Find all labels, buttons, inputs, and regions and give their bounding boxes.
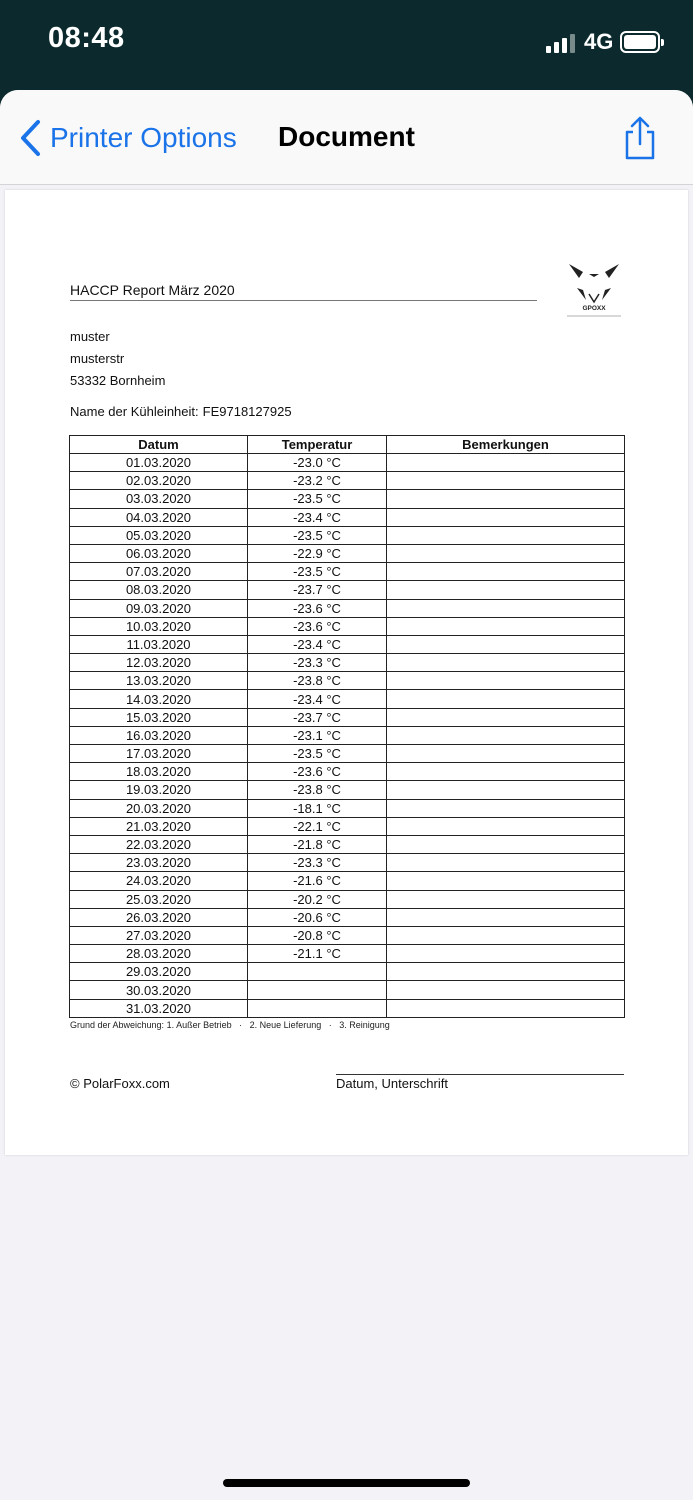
cell-temperature: -23.1 °C [248,726,387,744]
report-title: HACCP Report März 2020 [70,282,235,298]
table-header-row [70,436,625,454]
cell-temperature: -23.4 °C [248,690,387,708]
cell-remarks [387,472,625,490]
cell-remarks [387,690,625,708]
fox-logo-icon [561,260,627,322]
company-logo [561,260,627,322]
cell-remarks [387,945,625,963]
cell-date: 14.03.2020 [70,690,248,708]
cell-date: 28.03.2020 [70,945,248,963]
cell-remarks [387,635,625,653]
cell-temperature: -23.8 °C [248,672,387,690]
cell-remarks [387,908,625,926]
chevron-left-icon [18,119,44,157]
table-row [70,544,625,562]
cell-remarks [387,763,625,781]
cell-date: 06.03.2020 [70,544,248,562]
table-row [70,817,625,835]
cell-date: 29.03.2020 [70,963,248,981]
table-row [70,835,625,853]
table-body [70,454,625,1018]
cell-remarks [387,544,625,562]
cell-date: 27.03.2020 [70,926,248,944]
cell-temperature: -23.5 °C [248,490,387,508]
cell-remarks [387,617,625,635]
cell-date: 12.03.2020 [70,654,248,672]
cell-remarks [387,526,625,544]
cell-temperature: -21.8 °C [248,835,387,853]
back-button[interactable] [18,118,237,158]
navigation-bar [0,90,693,185]
cell-temperature: -23.6 °C [248,617,387,635]
table-row [70,690,625,708]
cell-temperature: -23.3 °C [248,854,387,872]
address-city: 53332 Bornheim [70,373,166,388]
share-icon [620,114,660,162]
table-row [70,872,625,890]
cell-remarks [387,654,625,672]
legend-item: 2. Neue Lieferung [249,1020,322,1030]
cell-date: 17.03.2020 [70,745,248,763]
cell-date: 24.03.2020 [70,872,248,890]
header-temperature: Temperatur [248,436,387,454]
header-date: Datum [70,436,248,454]
cooling-unit-id: FE9718127925 [202,404,292,419]
share-button[interactable] [620,114,660,162]
deviation-legend [70,1020,390,1030]
cell-temperature: -21.1 °C [248,945,387,963]
cell-date: 01.03.2020 [70,454,248,472]
logo-text: GPOXX [582,305,606,312]
cell-temperature: -20.6 °C [248,908,387,926]
temperature-table [69,435,625,1018]
table-row [70,654,625,672]
table-row [70,945,625,963]
table-row [70,672,625,690]
cooling-unit-label: Name der Kühleinheit: [70,404,199,419]
battery-icon [620,31,660,53]
legend-separator: · [328,1020,332,1030]
cell-date: 08.03.2020 [70,581,248,599]
copyright: © PolarFoxx.com [70,1076,170,1091]
cell-date: 02.03.2020 [70,472,248,490]
cell-remarks [387,981,625,999]
cell-date: 05.03.2020 [70,526,248,544]
status-time: 08:48 [48,22,125,54]
cell-temperature: -23.2 °C [248,472,387,490]
header-remarks: Bemerkungen [387,436,625,454]
table-row [70,908,625,926]
table-row [70,763,625,781]
cell-temperature [248,963,387,981]
cell-date: 22.03.2020 [70,835,248,853]
table-row [70,617,625,635]
signal-icon [546,33,576,53]
cell-remarks [387,781,625,799]
legend-item: 1. Außer Betrieb [166,1020,232,1030]
address-name: muster [70,329,110,344]
table-row [70,854,625,872]
back-button-label: Printer Options [50,122,237,153]
table-row [70,781,625,799]
cell-temperature: -23.5 °C [248,745,387,763]
cell-temperature: -23.0 °C [248,454,387,472]
cell-temperature: -21.6 °C [248,872,387,890]
network-type: 4G [584,29,614,54]
cell-date: 16.03.2020 [70,726,248,744]
table-row [70,926,625,944]
cell-remarks [387,854,625,872]
cell-date: 20.03.2020 [70,799,248,817]
cell-remarks [387,490,625,508]
cell-date: 07.03.2020 [70,563,248,581]
legend-item: 3. Reinigung [339,1020,390,1030]
cell-remarks [387,599,625,617]
cell-temperature: -23.6 °C [248,763,387,781]
cell-remarks [387,508,625,526]
table-row [70,745,625,763]
table-row [70,726,625,744]
cell-remarks [387,872,625,890]
document-page [5,190,688,1155]
cell-remarks [387,726,625,744]
cell-temperature: -22.1 °C [248,817,387,835]
signature-label: Datum, Unterschrift [336,1076,448,1091]
cell-date: 15.03.2020 [70,708,248,726]
cell-date: 13.03.2020 [70,672,248,690]
cell-temperature [248,981,387,999]
cell-temperature: -23.7 °C [248,581,387,599]
cell-remarks [387,672,625,690]
cell-temperature: -20.8 °C [248,926,387,944]
table-row [70,799,625,817]
page-title: Document [278,121,415,152]
table-row [70,581,625,599]
cell-date: 25.03.2020 [70,890,248,908]
status-bar [0,0,693,90]
cell-date: 10.03.2020 [70,617,248,635]
home-indicator[interactable] [223,1479,470,1487]
table-row [70,526,625,544]
cell-temperature: -23.6 °C [248,599,387,617]
cell-date: 26.03.2020 [70,908,248,926]
cell-temperature: -23.4 °C [248,635,387,653]
cooling-unit [70,404,292,419]
cell-temperature: -23.5 °C [248,563,387,581]
cell-remarks [387,963,625,981]
table-row [70,999,625,1017]
cell-remarks [387,581,625,599]
cell-date: 11.03.2020 [70,635,248,653]
cell-temperature: -23.7 °C [248,708,387,726]
cell-remarks [387,708,625,726]
cell-date: 03.03.2020 [70,490,248,508]
cell-temperature: -22.9 °C [248,544,387,562]
table-row [70,963,625,981]
cell-date: 04.03.2020 [70,508,248,526]
address-street: musterstr [70,351,125,366]
cell-remarks [387,999,625,1017]
table-row [70,635,625,653]
preview-sheet [0,90,693,1500]
table-row [70,981,625,999]
cell-temperature: -23.8 °C [248,781,387,799]
cell-date: 09.03.2020 [70,599,248,617]
cell-temperature: -23.3 °C [248,654,387,672]
table-row [70,890,625,908]
cell-remarks [387,926,625,944]
table-row [70,472,625,490]
table-row [70,599,625,617]
cell-remarks [387,799,625,817]
signature-line [336,1074,624,1075]
cell-remarks [387,835,625,853]
table-row [70,454,625,472]
cell-date: 30.03.2020 [70,981,248,999]
legend-separator: · [239,1020,243,1030]
cell-remarks [387,454,625,472]
cell-date: 18.03.2020 [70,763,248,781]
table-row [70,508,625,526]
table-row [70,708,625,726]
title-underline [70,300,537,301]
legend-prefix: Grund der Abweichung: [70,1020,165,1030]
cell-date: 21.03.2020 [70,817,248,835]
cell-remarks [387,890,625,908]
cell-date: 31.03.2020 [70,999,248,1017]
table-row [70,563,625,581]
cell-remarks [387,817,625,835]
cell-temperature: -23.4 °C [248,508,387,526]
cell-temperature: -23.5 °C [248,526,387,544]
cell-remarks [387,745,625,763]
cell-date: 23.03.2020 [70,854,248,872]
cell-date: 19.03.2020 [70,781,248,799]
cell-temperature: -18.1 °C [248,799,387,817]
cell-temperature: -20.2 °C [248,890,387,908]
cell-temperature [248,999,387,1017]
table-row [70,490,625,508]
cell-remarks [387,563,625,581]
